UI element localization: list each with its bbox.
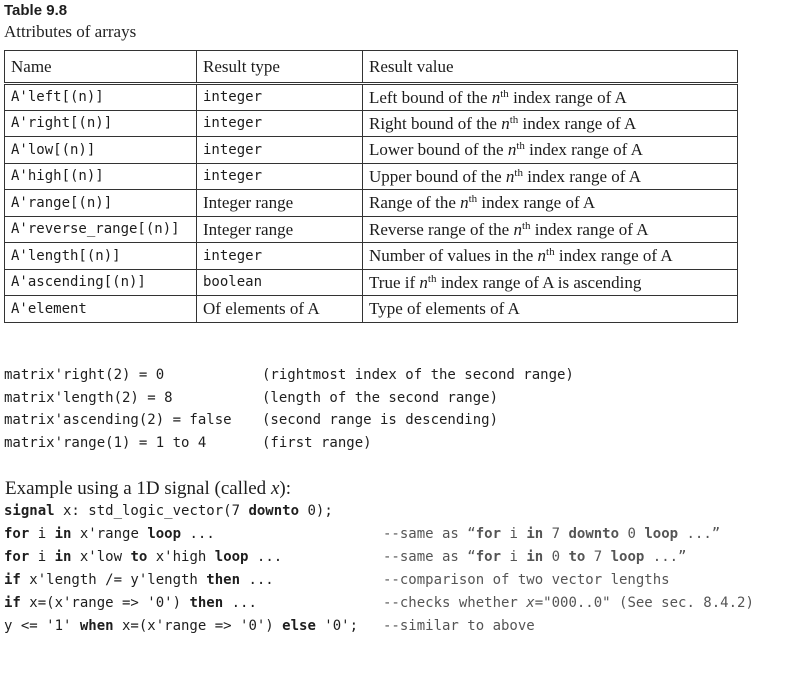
result-value (363, 216, 738, 243)
code-text: x=(x'range => '0') (113, 618, 283, 634)
table-row (5, 269, 738, 296)
ordinal-suffix: th (509, 113, 519, 126)
example-note: (second range is descending) (262, 412, 499, 429)
result-value-text: index range of A (508, 87, 627, 107)
attribute-name: A'right[(n)] (5, 110, 197, 137)
comment-keyword: in (526, 526, 544, 542)
code-text: i (29, 526, 55, 542)
example-note: (first range) (262, 434, 372, 451)
comment-keyword: for (475, 549, 502, 565)
result-value-line (369, 194, 733, 211)
code-text: ... (248, 549, 283, 565)
result-value (363, 110, 738, 137)
result-value-text: index range of A (554, 246, 673, 266)
table-row (5, 110, 738, 137)
index-variable: n (460, 193, 469, 213)
result-value (363, 84, 738, 111)
code-keyword: if (4, 572, 21, 588)
code-statement (4, 592, 383, 615)
attribute-examples-block (4, 364, 574, 454)
code-text: 0); (299, 503, 333, 519)
ordinal-suffix: th (516, 140, 525, 153)
result-value-line (369, 221, 733, 238)
comment-text: --checks whether (383, 595, 527, 611)
result-value-text: index range of A (530, 219, 649, 239)
code-text: x'low (71, 549, 131, 565)
comment-text: ...” (644, 549, 687, 565)
comment-variable: x (526, 595, 535, 611)
index-variable: n (501, 113, 510, 133)
comment-text: 0 (619, 526, 645, 542)
table-body (5, 84, 738, 323)
header-result-type: Result type (197, 51, 363, 84)
result-value-text: Reverse range of the (369, 219, 514, 239)
code-statement (4, 523, 383, 546)
result-value (363, 190, 738, 217)
attribute-name: A'reverse_range[(n)] (5, 216, 197, 243)
code-comment (383, 523, 720, 546)
index-variable: n (507, 140, 517, 160)
code-keyword: then (206, 572, 241, 588)
comment-text: ...” (678, 526, 721, 542)
index-variable: n (491, 87, 501, 107)
result-value-text: index range of A (477, 193, 596, 213)
code-keyword: else (282, 618, 316, 634)
table-row (5, 163, 738, 190)
table-row (5, 137, 738, 164)
comment-text: --similar to above (383, 618, 535, 634)
example-line (4, 409, 574, 432)
comment-keyword: loop (610, 549, 645, 565)
example-line (4, 364, 574, 387)
index-variable: n (505, 166, 515, 186)
attribute-name: A'ascending[(n)] (5, 269, 197, 296)
comment-keyword: downto (568, 526, 620, 542)
code-keyword: for (4, 526, 30, 542)
result-value (363, 243, 738, 270)
code-keyword: if (4, 595, 21, 611)
result-value-line (369, 247, 733, 264)
result-value-line (369, 141, 733, 158)
attributes-table (4, 50, 738, 323)
code-comment (383, 615, 535, 638)
result-value-line (369, 89, 733, 106)
intro-variable: x (270, 478, 280, 499)
index-variable: n (419, 272, 428, 292)
signal-example-intro (5, 477, 291, 501)
example-expression: matrix'range(1) = 1 to 4 (4, 434, 207, 451)
code-keyword: loop (147, 526, 182, 542)
code-line (4, 523, 754, 546)
table-row (5, 296, 738, 323)
code-text: ... (181, 526, 215, 542)
code-keyword: in (54, 549, 72, 565)
comment-text: 0 (543, 549, 569, 565)
result-type: integer (197, 163, 363, 190)
comment-text: --same as “ (383, 526, 476, 542)
result-value-line (369, 300, 733, 317)
code-statement (4, 500, 383, 523)
index-variable: n (537, 246, 547, 266)
intro-text: Example using a 1D signal (called (5, 478, 271, 499)
result-value-text: index range of A is ascending (436, 272, 642, 292)
code-line (4, 615, 754, 638)
code-line (4, 546, 754, 569)
table-row (5, 243, 738, 270)
comment-keyword: to (568, 549, 586, 565)
comment-text: i (501, 526, 527, 542)
result-value-text: Lower bound of the (369, 140, 508, 160)
example-expression: matrix'right(2) = 0 (4, 367, 165, 383)
ordinal-suffix: th (546, 246, 555, 259)
ordinal-suffix: th (427, 272, 437, 285)
comment-keyword: for (475, 526, 502, 542)
code-line (4, 569, 754, 592)
code-keyword: for (4, 549, 30, 565)
result-type: boolean (197, 269, 363, 296)
header-name: Name (5, 51, 197, 84)
code-text: i (29, 549, 55, 565)
table-row (5, 190, 738, 217)
attribute-name: A'length[(n)] (5, 243, 197, 270)
comment-text: --same as “ (383, 549, 476, 565)
code-text: y <= '1' (4, 618, 80, 634)
code-line (4, 500, 754, 523)
table-row (5, 84, 738, 111)
attribute-name: A'high[(n)] (5, 163, 197, 190)
example-expression: matrix'ascending(2) = false (4, 412, 232, 429)
comment-text: 7 (543, 526, 569, 542)
result-value-text: Range of the (369, 193, 461, 213)
code-text: ... (223, 595, 257, 611)
attribute-name: A'element (5, 296, 197, 323)
signal-code-block (4, 500, 754, 638)
result-value-line (369, 115, 733, 132)
example-line (4, 432, 574, 455)
comment-text: i (501, 549, 527, 565)
intro-text: ): (279, 478, 291, 499)
example-note: (rightmost index of the second range) (262, 367, 574, 383)
index-variable: n (513, 219, 522, 239)
table-header-row (5, 51, 738, 84)
code-keyword: loop (214, 549, 249, 565)
result-value (363, 163, 738, 190)
table-header (5, 51, 738, 84)
code-text: x: std_logic_vector(7 (54, 503, 249, 519)
attribute-name: A'range[(n)] (5, 190, 197, 217)
code-keyword: to (130, 549, 148, 565)
comment-keyword: loop (644, 526, 679, 542)
result-type: Integer range (197, 216, 363, 243)
table-row (5, 216, 738, 243)
ordinal-suffix: th (500, 87, 509, 100)
comment-text: --comparison of two vector lengths (383, 572, 670, 588)
code-text: x'high (147, 549, 215, 565)
result-value-text: Left bound of the (369, 87, 492, 107)
comment-keyword: in (526, 549, 544, 565)
result-value-text: index range of A (522, 166, 642, 186)
result-type: Integer range (197, 190, 363, 217)
result-value-text: index range of A (518, 113, 637, 133)
header-result-value: Result value (363, 51, 738, 84)
example-expression: matrix'length(2) = 8 (4, 389, 173, 406)
result-value-text: index range of A (524, 140, 643, 160)
code-line (4, 592, 754, 615)
example-note: (length of the second range) (262, 389, 499, 406)
code-comment (383, 569, 670, 592)
table-number: Table 9.8 (4, 2, 68, 19)
ordinal-suffix: th (514, 166, 523, 179)
code-statement (4, 546, 383, 569)
result-value-text: True if (369, 272, 420, 292)
result-type: integer (197, 243, 363, 270)
result-type: integer (197, 110, 363, 137)
result-value-line (369, 168, 733, 185)
result-type: integer (197, 84, 363, 111)
code-text: ... (240, 572, 274, 588)
code-keyword: in (54, 526, 72, 542)
result-value-text: Number of values in the (369, 246, 538, 266)
table-caption: Attributes of arrays (4, 22, 137, 41)
code-keyword: when (79, 618, 114, 634)
comment-text: ="000..0" (See sec. 8.4.2) (534, 595, 754, 611)
code-statement (4, 615, 383, 638)
code-text: x'length /= y'length (20, 572, 207, 588)
attribute-name: A'left[(n)] (5, 84, 197, 111)
result-type: integer (197, 137, 363, 164)
code-statement (4, 569, 383, 592)
attribute-name: A'low[(n)] (5, 137, 197, 164)
code-comment (383, 546, 687, 569)
result-value-text: Right bound of the (369, 113, 502, 133)
result-value-text: Upper bound of the (369, 166, 506, 186)
example-line (4, 387, 574, 410)
code-text: x'range (71, 526, 148, 542)
result-value (363, 296, 738, 323)
ordinal-suffix: th (468, 193, 478, 206)
result-value (363, 269, 738, 296)
code-keyword: then (189, 595, 224, 611)
code-comment (383, 592, 754, 615)
result-value-line (369, 274, 733, 291)
code-keyword: downto (248, 503, 300, 519)
result-type: Of elements of A (197, 296, 363, 323)
comment-text: 7 (585, 549, 611, 565)
code-text: x=(x'range => '0') (20, 595, 190, 611)
code-keyword: signal (4, 503, 55, 519)
ordinal-suffix: th (521, 219, 531, 232)
result-value (363, 137, 738, 164)
code-text: '0'; (315, 618, 359, 634)
result-value-text: Type of elements of A (369, 299, 520, 319)
